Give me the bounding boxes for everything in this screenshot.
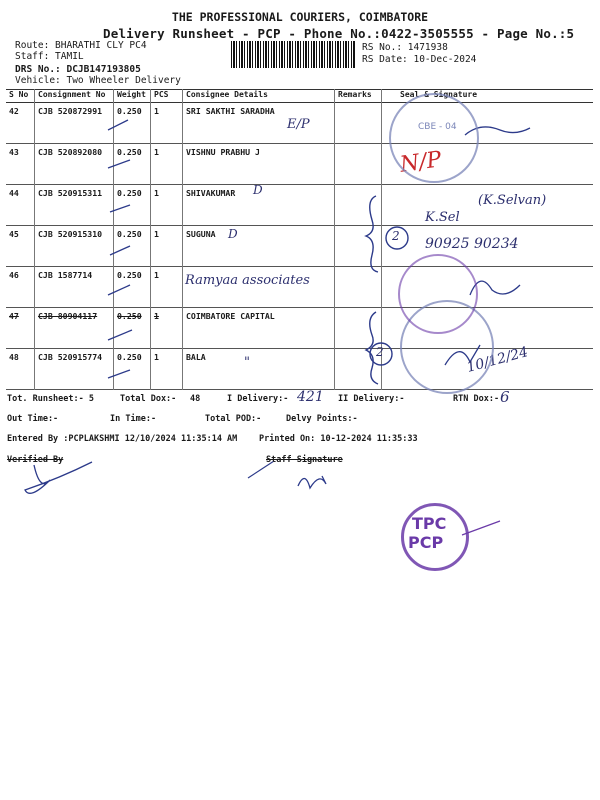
brace-mark	[366, 196, 378, 272]
selvan-name: (K.Selvan)	[478, 193, 547, 208]
row-consignee: VISHNU PRABHU J	[183, 144, 335, 185]
row-pcs: 1	[151, 267, 183, 308]
route-label: Route: BHARATHI CLY PC4	[15, 40, 147, 51]
col-consignee: Consignee Details	[183, 90, 335, 103]
total-dox-value: 48	[190, 394, 201, 404]
rtn-dox-label: RTN Dox:-	[453, 394, 500, 404]
delvy-points: Delvy Points:-	[286, 414, 358, 424]
purple-seal-stamp	[398, 254, 478, 334]
row-consignee: COIMBATORE CAPITAL	[183, 308, 335, 349]
col-weight: Weight	[114, 90, 151, 103]
row-pcs: 1	[151, 349, 183, 390]
i-delivery-label: I Delivery:-	[227, 394, 289, 404]
col-seal: Seal & Signature	[400, 90, 478, 99]
row-consignee: BALA	[183, 349, 335, 390]
tpc-stamp-text: TPC	[412, 514, 447, 533]
row-consignment: CJB 520892080	[35, 144, 114, 185]
ii-delivery-label: II Delivery:-	[338, 394, 405, 404]
row-consignee: SRI SAKTHI SARADHA	[183, 103, 335, 144]
tick-mark	[110, 205, 130, 212]
col-consignment: Consignment No	[35, 90, 114, 103]
row-pcs: 1	[151, 144, 183, 185]
row-sno: 46	[6, 267, 35, 308]
row-sno: 44	[6, 185, 35, 226]
row-consignment: CJB 520915310	[35, 226, 114, 267]
rs-date: RS Date: 10-Dec-2024	[362, 54, 477, 65]
d-note: D	[228, 227, 238, 241]
entered-by: Entered By :PCPLAKSHMI 12/10/2024 11:35:14 AM	[7, 434, 238, 444]
np-note: N/P	[398, 147, 444, 178]
runsheet-title: Delivery Runsheet - PCP - Phone No.:0422-3505555 - Page No.:5	[103, 26, 575, 41]
in-time: In Time:-	[110, 414, 157, 424]
vehicle-label: Vehicle: Two Wheeler Delivery	[15, 75, 181, 86]
tick-mark	[108, 160, 130, 168]
printed-on: Printed On: 10-12-2024 11:35:33	[259, 434, 418, 444]
phone-note: 90925 90234	[425, 236, 519, 252]
row-weight: 0.250	[114, 185, 151, 226]
tick-mark	[108, 330, 132, 340]
tick-mark	[108, 285, 130, 295]
rs-number: RS No.: 1471938	[362, 42, 448, 53]
row-weight: 0.250	[114, 267, 151, 308]
ditto-note: "	[244, 355, 250, 370]
row-pcs: 1	[151, 185, 183, 226]
circled-count-value: 2	[392, 229, 400, 243]
date-note: 10/12/24	[465, 344, 530, 376]
d-note: D	[253, 183, 263, 197]
row-sno: 43	[6, 144, 35, 185]
row-sno: 48	[6, 349, 35, 390]
row-consignee: SHIVAKUMAR	[183, 185, 335, 226]
rtn-dox-value: 6	[500, 388, 510, 406]
row-weight: 0.250	[114, 349, 151, 390]
row-consignment: CJB 80904117	[35, 308, 114, 349]
out-time: Out Time:-	[7, 414, 59, 424]
row-consignment: CJB 520915774	[35, 349, 114, 390]
row-sno: 42	[6, 103, 35, 144]
row-pcs: 1	[151, 226, 183, 267]
staff-signature-mark	[298, 476, 326, 488]
verified-by: Verified By	[7, 455, 64, 465]
cbe-seal-stamp	[389, 93, 479, 183]
row-sno: 47	[6, 308, 35, 349]
col-sno: S No	[6, 90, 35, 103]
row-pcs: 1	[151, 103, 183, 144]
staff-label: Staff: TAMIL	[15, 51, 84, 62]
row-weight: 0.250	[114, 144, 151, 185]
col-remarks: Remarks	[335, 90, 382, 103]
tick-mark	[110, 246, 130, 255]
ramyaa-note: Ramyaa associates	[185, 273, 310, 288]
delivery-tick-marks	[108, 120, 132, 378]
verified-signature	[25, 462, 92, 493]
row-pcs: 1	[151, 308, 183, 349]
total-pod: Total POD:-	[205, 414, 262, 424]
row-consignment: CJB 1587714	[35, 267, 114, 308]
row-consignment: CJB 520915311	[35, 185, 114, 226]
tick-mark	[108, 370, 130, 378]
selvan-signature: K.Sel	[425, 210, 460, 225]
row-weight: 0.250	[114, 103, 151, 144]
ep-note: E/P	[287, 117, 310, 132]
circled-count-value: 2	[376, 345, 384, 359]
row-weight: 0.250	[114, 226, 151, 267]
total-dox-label: Total Dox:-	[120, 394, 177, 404]
staff-signature-label: Staff Signature	[266, 455, 343, 465]
cbe-stamp-text: CBE - 04	[418, 122, 457, 132]
row-consignee: SUGUNA	[183, 226, 335, 267]
row-weight: 0.250	[114, 308, 151, 349]
col-pcs: PCS	[151, 90, 183, 103]
company-title: THE PROFESSIONAL COURIERS, COIMBATORE	[171, 10, 429, 24]
i-delivery-value: 421	[297, 389, 324, 405]
pcp-stamp-text: PCP	[408, 533, 444, 552]
drs-number: DRS No.: DCJB147193805	[15, 64, 141, 75]
tot-runsheet: Tot. Runsheet:- 5	[7, 394, 94, 404]
row-sno: 45	[6, 226, 35, 267]
tick-mark	[108, 120, 128, 130]
row-consignment: CJB 520872991	[35, 103, 114, 144]
